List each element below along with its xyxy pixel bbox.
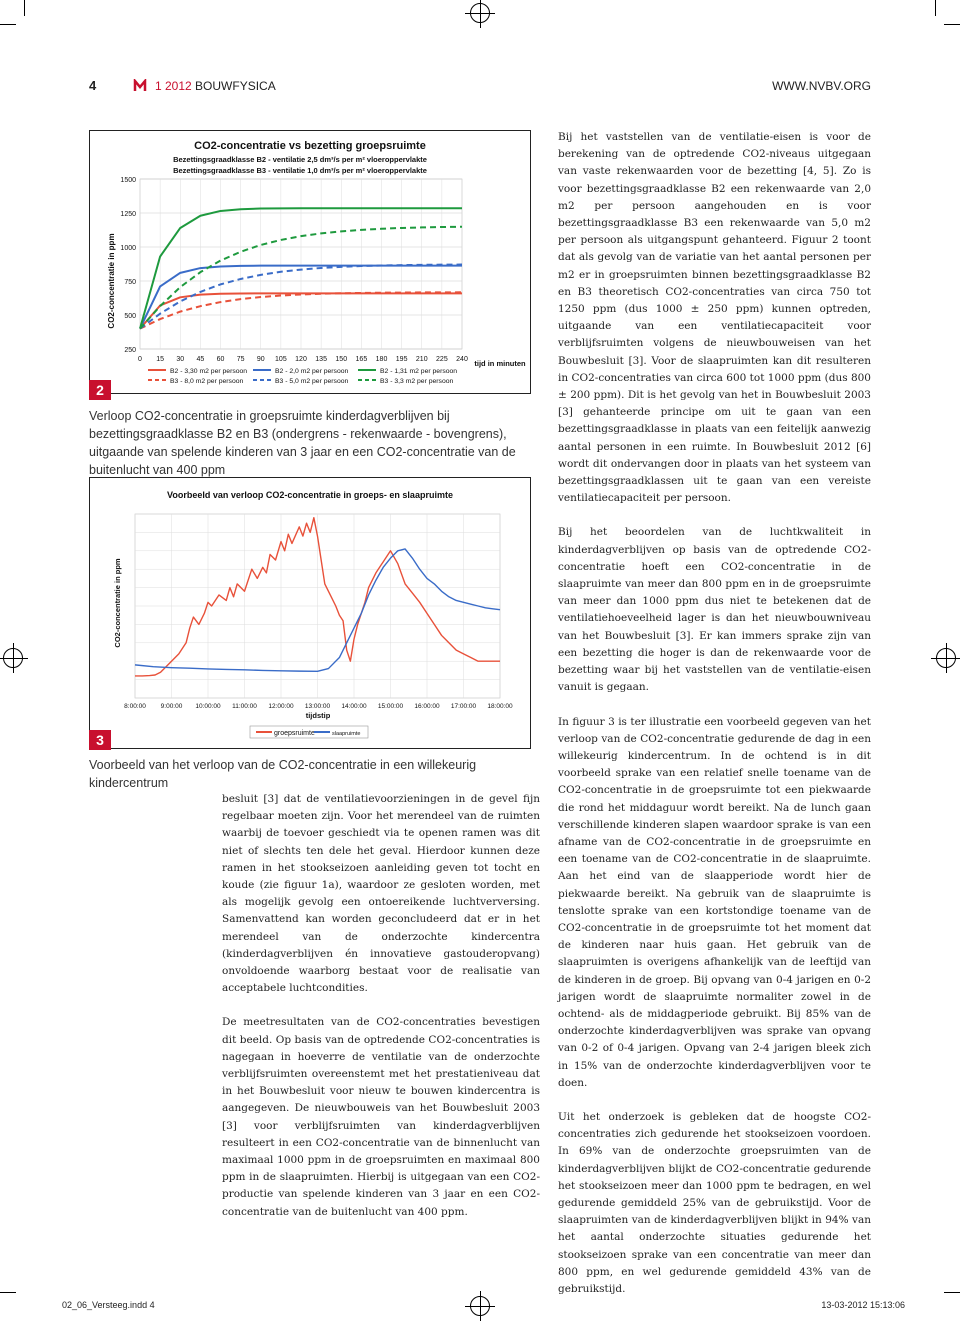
x-tick-label: 135: [315, 356, 327, 363]
x-tick-label: 210: [415, 356, 428, 363]
x-tick-label: 18:00:00: [487, 703, 513, 710]
x-tick-label: 13:00:00: [304, 703, 331, 710]
figure-3-caption: Voorbeeld van het verloop van de CO2-concentratie in een willekeurig kindercentrum: [89, 758, 477, 790]
paragraph: Uit het onderzoek is gebleken dat de hoogste CO2-concentraties zich gedurende het stookseizoen voordoen. In 69% van de onderzochte groepsruimten van de kinderdagverblijven blijkt de CO2-concentratie gedurende het stookseizoen meer dan 1000 ppm te bedragen, en wel gedurende gemiddeld 25% van de gebruikstijd. Voor de slaapruimten van de kinderdagverblijven blijkt in 94% van het aantal onderzochte situaties gedurende het stookseizoen sprake van een concentratie van meer dan 800 ppm, en wel gedurende gemiddeld 43% van de gebruikstijd.: [558, 1110, 871, 1295]
x-tick-label: 14:00:00: [341, 703, 367, 710]
figure-2-title: CO2-concentratie vs bezetting groepsruimte: [194, 140, 426, 152]
crop-mark: [0, 1292, 16, 1293]
crop-mark: [24, 0, 25, 16]
legend-label: B2 - 3,30 m2 per persoon: [170, 368, 248, 375]
page-header: [89, 78, 871, 94]
x-tick-label: 12:00:00: [268, 703, 294, 710]
x-tick-label: 15:00:00: [377, 703, 404, 710]
figure-3-chart: [89, 477, 531, 749]
registration-mark-left: [3, 648, 23, 668]
paragraph: In figuur 3 is ter illustratie een voorbeeld gegeven van het verloop van de CO2-concentratie gedurende de dag in een willekeurig kindercentrum. In de ochtend is in dit voorbeeld sprake van een relatief snelle toename van de CO2-concentratie in de groepsruimte tot een piekwaarde die rond het middaguur wordt bereikt. Na de lunch gaan verschillende kinderen slapen waardoor sprake is van een afname van de CO2-concentratie in de groepsruimte en een toename van de CO2-concentratie in de slaapruimte. Aan het eind van de slaapperiode wordt hier de piekwaarde bereikt. Na gebruik van de slaapruimte is tenslotte sprake van een kortstondige toename van de CO2-concentratie in de groepsruimte tot het moment dat de kinderen naar huis gaan. Het gebruik van de slaapruimten is overigens afhankelijk van de leeftijd van de kinderen in de groep. Bij opvang van 0-4 jarigen en 0-2 jarigen wordt de slaapruimte normaliter zowel in de ochtend- als de middagperiode gebruikt. Bij 85% van de onderzochte kinderdagverblijven was sprake van opvang van 0-2 of 0-4 jarigen. Opvang van 2-4 jarigen bleek zich in 15% van de onderzochte kinderdagverblijven voor te doen.: [558, 715, 871, 1089]
y-tick-label: 500: [124, 313, 136, 320]
figure-3-title: Voorbeeld van verloop CO2-concentratie in groeps- en slaapruimte: [167, 490, 453, 500]
x-tick-label: 180: [375, 356, 388, 363]
x-tick-label: 90: [256, 356, 265, 363]
x-tick-label: 11:00:00: [232, 703, 257, 710]
legend-label: B3 - 3,3 m2 per persoon: [380, 378, 454, 385]
x-tick-label: 225: [436, 356, 448, 363]
issue-number: 1 2012: [155, 79, 192, 93]
registration-mark-bottom: [470, 1296, 490, 1316]
paragraph: Bij het vaststellen van de ventilatie-eisen is voor de berekening van de optredende CO2-niveaus uitgegaan van vaste rekenwaarden voor de bezetting [4, 5]. Zo is voor bezettingsgraadklasse B2 een rekenwaarde van 2,0 m2 per persoon aangehouden en is voor bezettingsgraadklasse B3 een rekenwaarde van 5,0 m2 per persoon als uitgangspunt gehanteerd. Figuur 2 toont dat als gevolg van de variatie van het aantal personen per m2 er in groepsruimten binnen bezettingsgraadklasse B2 en B3 theoretisch CO2-concentraties van circa 750 tot 1250 ppm (dus 1000 ± 250 ppm) kunnen optreden, uitgaande van een ventilatiecapaciteit voor verblijfsruimten volgens de nieuwbouweisen van het Bouwbesluit [3]. Voor de slaapruimten kan dit resulteren in CO2-concentraties van circa 600 tot 1000 ppm (dus 800 ± 200 ppm). Dit is het gevolg van het in Bouwbesluit 2003 [3] gehanteerde principe om uit te gaan van een bezettingsgraadklasse in plaats van een feitelijk aanwezig aantal personen in een ruimte. In Bouwbesluit 2012 [6] wordt dit ondervangen door in plaats van het systeem van bezettingsgraadklassen uit te gaan van een vereiste ventilatiecapaciteit per persoon.: [558, 131, 871, 505]
x-tick-label: 120: [295, 356, 307, 363]
figure-2-svg: [90, 131, 530, 393]
figure-2-number: 2: [89, 380, 111, 400]
y-tick-label: 1000: [120, 245, 136, 252]
figure-3-svg: [90, 478, 530, 748]
page-number: 4: [89, 78, 97, 93]
x-tick-label: 240: [456, 356, 468, 363]
y-tick-label: 750: [124, 279, 136, 286]
x-tick-label: 195: [395, 356, 408, 363]
magazine-name: BOUWFYSICA: [195, 79, 276, 93]
crop-mark: [0, 24, 16, 25]
legend-label: groepsruimte: [274, 730, 315, 737]
right-text-column: [558, 129, 871, 1315]
x-tick-label: 10:00:00: [195, 703, 221, 710]
figure-3-y-axis-label: CO2-concentratie in ppm: [113, 558, 122, 648]
figure-2-subtitle-1: Bezettingsgraadklasse B2 - ventilatie 2,5 dm³/s per m² vloeroppervlakte: [173, 155, 427, 164]
y-tick-label: 1250: [120, 211, 136, 218]
left-text-column: [222, 791, 540, 1238]
footer-timestamp: 13-03-2012 15:13:06: [821, 1300, 905, 1310]
x-tick-label: 30: [176, 356, 185, 363]
figure-2-y-axis-label: CO2-concentratie in ppm: [107, 233, 116, 329]
figure-3-number: 3: [89, 730, 111, 750]
figure-2-chart: [89, 130, 531, 394]
paragraph: Bij het beoordelen van de luchtkwaliteit in kinderdagverblijven op basis van de optredende CO2-concentratie hoeft een CO2-concentratie in de slaapruimte van meer dan 800 ppm en in de groepsruimte van meer dan 1000 ppm dus niet te betekenen dat de ventilatiehoeveelheid lager is dan het nieuwbouwniveau van het Bouwbesluit [3]. Er kan immers sprake zijn van een bezetting die hoger is dan de rekenwaarde voor de bezetting waar bij het vaststellen van de ventilatie-eisen vanuit is gegaan.: [558, 526, 871, 694]
figure-2-subtitle-2: Bezettingsgraadklasse B3 - ventilatie 1,0 dm³/s per m² vloeroppervlakte: [173, 166, 427, 175]
legend-label: B3 - 8,0 m2 per persoon: [170, 378, 244, 385]
website-url: WWW.NVBV.ORG: [772, 79, 871, 93]
x-tick-label: 17:00:00: [450, 703, 477, 710]
issue-label: [155, 79, 276, 93]
legend-label: B2 - 2,0 m2 per persoon: [275, 368, 349, 375]
x-tick-label: 105: [275, 356, 287, 363]
figure-2-caption: Verloop CO2-concentratie in groepsruimte kinderdagverblijven bij bezettingsgraadklasse B2 en B3 (ondergrens - rekenwaarde - bovengrens), uitgaande van spelende kinderen van 3 jaar en een CO2-concentratie van de buitenlucht van 400 ppm: [89, 409, 516, 477]
legend-label: B3 - 5,0 m2 per persoon: [275, 378, 349, 385]
x-tick-label: 9:00:00: [160, 703, 183, 710]
x-tick-label: 150: [335, 356, 348, 363]
x-tick-label: 165: [355, 356, 368, 363]
legend-label: B2 - 1,31 m2 per persoon: [380, 368, 458, 375]
footer-file: 02_06_Versteeg.indd 4: [62, 1300, 155, 1310]
x-tick-label: 8:00:00: [124, 703, 146, 710]
crop-mark: [935, 0, 936, 16]
figure-3-x-axis-label: tijdstip: [305, 711, 331, 720]
registration-mark-right: [936, 648, 956, 668]
x-tick-label: 60: [216, 356, 225, 363]
crop-mark: [944, 1292, 960, 1293]
crop-mark: [944, 24, 960, 25]
y-tick-label: 1500: [120, 177, 136, 184]
registration-mark-top: [470, 3, 490, 23]
x-tick-label: 16:00:00: [414, 703, 440, 710]
paragraph: De meetresultaten van de CO2-concentraties bevestigen dit beeld. Op basis van de optredende CO2-concentraties is nagegaan in hoeverre de ventilatie van de onderzochte verblijfsruimten overeenstemt met het prestatieniveau dat in het Bouwbesluit voor nieuw te bouwen kindercentra is aangegeven. De nieuwbouweis van het Bouwbesluit 2003 [3] voor verblijfsruimten van kinderdagverblijven resulteert in een CO2-concentratie van de binnenlucht van maximaal 1000 ppm in de groepsruimten en maximaal 800 ppm in de slaapruimten. Hierbij is uitgegaan van een CO2-productie van spelende kinderen van 3 jaar en een CO2-concentratie van de buitenlucht van 400 ppm.: [222, 1016, 540, 1218]
paragraph: besluit [3] dat de ventilatievoorzieningen in de gevel fijn regelbaar moeten zijn. Voor het merendeel van de ruimten waarbij de toevoer geschiedt via te openen ramen was dit niet of slechts ten dele het geval. Hierdoor kunnen deze ramen in het stookseizoen aanleiding geven tot tocht en koude (zie figuur 1a), waardoor ze gesloten worden, met als mogelijk gevolg een ontoereikende luchtverversing. Samenvattend kan worden geconcludeerd dat er in het merendeel van de onderzochte kindercentra (kinderdagverblijven én innovatieve gastouderopvang) onvoldoende waarborg bestaat voor de realisatie van acceptabele luchtcondities.: [222, 793, 540, 995]
nvbv-logo-icon: [133, 79, 147, 93]
x-tick-label: 15: [156, 356, 165, 363]
x-tick-label: 75: [236, 356, 245, 363]
legend-label: slaapruimte: [332, 731, 361, 737]
x-tick-label: 45: [196, 356, 205, 363]
y-tick-label: 250: [124, 347, 136, 354]
figure-2-x-axis-label: tijd in minuten: [474, 359, 526, 368]
x-tick-label: 0: [138, 356, 142, 363]
